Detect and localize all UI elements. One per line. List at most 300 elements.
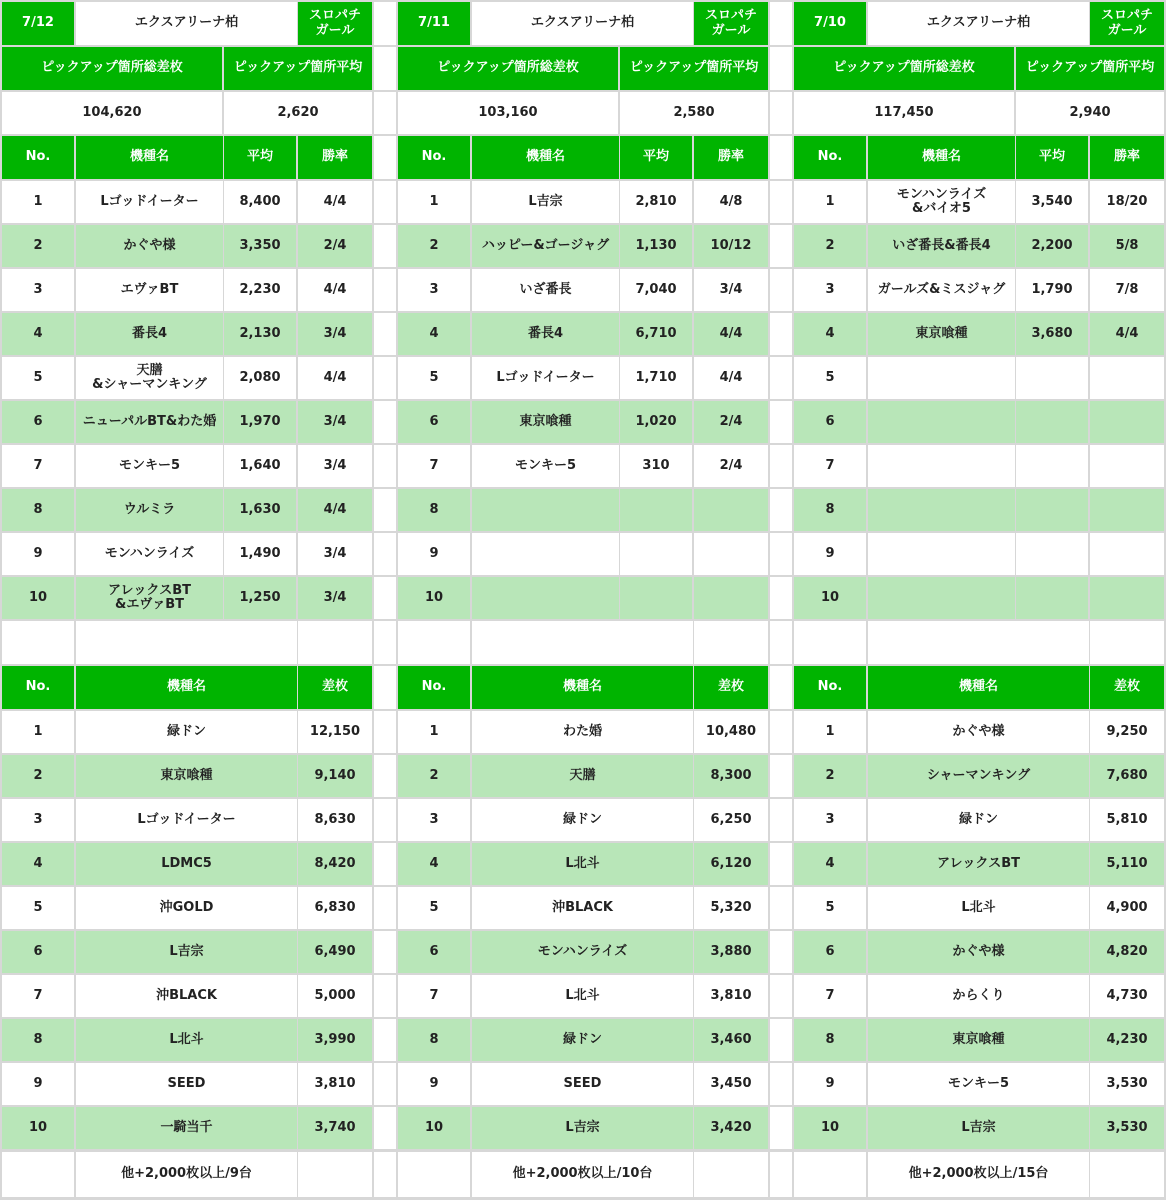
spacer-cell xyxy=(868,621,1089,664)
model-name: かぐや様 xyxy=(868,711,1089,753)
panel-gap-cell xyxy=(374,577,396,619)
panel-gap-cell xyxy=(374,47,396,90)
panel-gap-cell xyxy=(374,843,396,885)
win-rate-value xyxy=(1090,401,1164,443)
header-no: No. xyxy=(2,666,74,709)
average-value: 2,080 xyxy=(224,357,296,399)
panel-gap-cell xyxy=(770,181,792,223)
summary-total-header: ピックアップ箇所総差枚 xyxy=(398,47,618,90)
model-name: 天膳 xyxy=(472,755,693,797)
rank-number: 7 xyxy=(794,975,866,1017)
header-no: No. xyxy=(794,666,866,709)
average-value: 1,790 xyxy=(1016,269,1088,311)
footer-note: 他+2,000枚以上/9台 xyxy=(76,1152,297,1197)
panel-gap-cell xyxy=(770,887,792,929)
rank-number: 5 xyxy=(794,887,866,929)
rank-number: 10 xyxy=(794,1107,866,1149)
summary-average-header: ピックアップ箇所平均 xyxy=(224,47,372,90)
model-name: アレックスBT xyxy=(868,843,1089,885)
panel-gap-cell xyxy=(374,445,396,487)
rank-number: 8 xyxy=(2,1019,74,1061)
rank-number: 3 xyxy=(794,799,866,841)
header-model-name: 機種名 xyxy=(472,666,693,709)
model-name: 一騎当千 xyxy=(76,1107,297,1149)
store-name: エクスアリーナ柏 xyxy=(472,2,693,45)
rank-number: 5 xyxy=(398,887,470,929)
difference-value: 5,110 xyxy=(1090,843,1164,885)
rank-number: 2 xyxy=(398,755,470,797)
model-name: モンハンライズ xyxy=(76,533,223,575)
rank-number: 1 xyxy=(794,181,866,223)
model-name: ハッピー&ゴージャグ xyxy=(472,225,619,267)
average-value xyxy=(1016,577,1088,619)
average-value: 1,130 xyxy=(620,225,692,267)
win-rate-value: 4/8 xyxy=(694,181,768,223)
header-no: No. xyxy=(398,666,470,709)
panel-gap-cell xyxy=(770,975,792,1017)
model-name: 天膳 &シャーマンキング xyxy=(76,357,223,399)
average-value: 2,230 xyxy=(224,269,296,311)
panel-gap-cell xyxy=(374,1019,396,1061)
panel-gap-cell xyxy=(374,269,396,311)
win-rate-value xyxy=(1090,533,1164,575)
model-name: 緑ドン xyxy=(472,1019,693,1061)
panel-gap-cell xyxy=(374,1107,396,1149)
model-name: 緑ドン xyxy=(76,711,297,753)
panel-gap-cell xyxy=(374,136,396,179)
rank-number: 7 xyxy=(794,445,866,487)
win-rate-value xyxy=(694,533,768,575)
header-difference: 差枚 xyxy=(694,666,768,709)
rank-number: 8 xyxy=(398,489,470,531)
difference-value: 4,730 xyxy=(1090,975,1164,1017)
panel-gap-cell xyxy=(770,577,792,619)
summary-total-header: ピックアップ箇所総差枚 xyxy=(794,47,1014,90)
summary-total-header: ピックアップ箇所総差枚 xyxy=(2,47,222,90)
rank-number: 2 xyxy=(2,755,74,797)
rank-number: 1 xyxy=(794,711,866,753)
model-name: 沖GOLD xyxy=(76,887,297,929)
difference-value: 4,820 xyxy=(1090,931,1164,973)
model-name: モンハンライズ &バイオ5 xyxy=(868,181,1015,223)
rank-number: 10 xyxy=(2,577,74,619)
panel-gap-cell xyxy=(770,931,792,973)
model-name: L吉宗 xyxy=(472,181,619,223)
rank-number: 4 xyxy=(2,843,74,885)
summary-average-header: ピックアップ箇所平均 xyxy=(620,47,768,90)
model-name: かぐや様 xyxy=(868,931,1089,973)
spacer-cell xyxy=(1090,621,1164,664)
difference-value: 6,120 xyxy=(694,843,768,885)
panel-gap-cell xyxy=(374,799,396,841)
rank-number: 3 xyxy=(398,269,470,311)
difference-value: 6,250 xyxy=(694,799,768,841)
average-value: 3,680 xyxy=(1016,313,1088,355)
win-rate-value: 4/4 xyxy=(694,357,768,399)
panel-gap-cell xyxy=(770,666,792,709)
source-label: スロパチ ガール xyxy=(694,2,768,45)
model-name: ガールズ&ミスジャグ xyxy=(868,269,1015,311)
rank-number: 1 xyxy=(2,181,74,223)
average-value xyxy=(1016,401,1088,443)
footer-blank-cell xyxy=(794,1152,866,1197)
win-rate-value: 4/4 xyxy=(694,313,768,355)
model-name: 緑ドン xyxy=(472,799,693,841)
average-value xyxy=(1016,357,1088,399)
difference-value: 3,880 xyxy=(694,931,768,973)
panel-gap-cell xyxy=(770,136,792,179)
win-rate-value: 2/4 xyxy=(298,225,372,267)
rank-number: 6 xyxy=(398,401,470,443)
model-name: からくり xyxy=(868,975,1089,1017)
panel-gap-cell xyxy=(374,357,396,399)
spacer-cell xyxy=(298,621,372,664)
win-rate-value: 4/4 xyxy=(298,489,372,531)
panel-gap-cell xyxy=(770,225,792,267)
spacer-cell xyxy=(794,621,866,664)
header-win-rate: 勝率 xyxy=(694,136,768,179)
footer-note: 他+2,000枚以上/15台 xyxy=(868,1152,1089,1197)
model-name: SEED xyxy=(472,1063,693,1105)
rank-number: 9 xyxy=(794,1063,866,1105)
model-name: 東京喰種 xyxy=(472,401,619,443)
spacer-cell xyxy=(694,621,768,664)
date-label: 7/10 xyxy=(794,2,866,45)
model-name: LDMC5 xyxy=(76,843,297,885)
rank-number: 7 xyxy=(398,445,470,487)
rank-number: 3 xyxy=(398,799,470,841)
panel-gap-cell xyxy=(770,843,792,885)
model-name xyxy=(868,401,1015,443)
rank-number: 7 xyxy=(2,445,74,487)
header-model-name: 機種名 xyxy=(472,136,619,179)
spacer-cell xyxy=(472,621,693,664)
rank-number: 4 xyxy=(2,313,74,355)
rank-number: 9 xyxy=(2,533,74,575)
win-rate-value xyxy=(1090,445,1164,487)
model-name: モンキー5 xyxy=(868,1063,1089,1105)
average-value: 1,640 xyxy=(224,445,296,487)
difference-value: 6,490 xyxy=(298,931,372,973)
average-value: 8,400 xyxy=(224,181,296,223)
rank-number: 2 xyxy=(2,225,74,267)
difference-value: 8,630 xyxy=(298,799,372,841)
header-average: 平均 xyxy=(224,136,296,179)
rank-number: 1 xyxy=(398,711,470,753)
header-model-name: 機種名 xyxy=(868,666,1089,709)
footer-blank-cell xyxy=(298,1152,372,1197)
panel-gap-cell xyxy=(374,666,396,709)
rank-number: 5 xyxy=(794,357,866,399)
header-win-rate: 勝率 xyxy=(298,136,372,179)
rank-number: 8 xyxy=(794,489,866,531)
rank-number: 9 xyxy=(398,1063,470,1105)
average-value: 7,040 xyxy=(620,269,692,311)
model-name: ウルミラ xyxy=(76,489,223,531)
average-value: 1,710 xyxy=(620,357,692,399)
rank-number: 2 xyxy=(794,225,866,267)
rank-number: 3 xyxy=(794,269,866,311)
footer-blank-cell xyxy=(398,1152,470,1197)
difference-value: 3,530 xyxy=(1090,1107,1164,1149)
panel-gap-cell xyxy=(770,401,792,443)
win-rate-value: 3/4 xyxy=(298,313,372,355)
panel-gap-cell xyxy=(374,2,396,45)
model-name: かぐや様 xyxy=(76,225,223,267)
panel-gap-cell xyxy=(770,711,792,753)
panel-gap-cell xyxy=(770,2,792,45)
average-value xyxy=(1016,489,1088,531)
model-name: わた婚 xyxy=(472,711,693,753)
rank-number: 3 xyxy=(2,269,74,311)
model-name xyxy=(472,533,619,575)
model-name: いざ番長&番長4 xyxy=(868,225,1015,267)
average-value: 1,490 xyxy=(224,533,296,575)
rank-number: 7 xyxy=(398,975,470,1017)
rank-number: 10 xyxy=(794,577,866,619)
model-name: Lゴッドイーター xyxy=(76,799,297,841)
panel-gap-cell xyxy=(770,357,792,399)
header-win-rate: 勝率 xyxy=(1090,136,1164,179)
difference-value: 3,810 xyxy=(694,975,768,1017)
win-rate-value: 4/4 xyxy=(298,269,372,311)
win-rate-value xyxy=(1090,577,1164,619)
panel-gap-cell xyxy=(770,799,792,841)
panel-gap-cell xyxy=(770,621,792,664)
win-rate-value: 4/4 xyxy=(298,357,372,399)
rank-number: 5 xyxy=(2,357,74,399)
model-name: L吉宗 xyxy=(472,1107,693,1149)
model-name: いざ番長 xyxy=(472,269,619,311)
rank-number: 4 xyxy=(794,843,866,885)
rank-number: 6 xyxy=(794,931,866,973)
header-no: No. xyxy=(2,136,74,179)
panel-gap-cell xyxy=(770,92,792,134)
model-name: アレックスBT &エヴァBT xyxy=(76,577,223,619)
rank-number: 4 xyxy=(794,313,866,355)
average-value xyxy=(620,533,692,575)
footer-note: 他+2,000枚以上/10台 xyxy=(472,1152,693,1197)
rank-number: 10 xyxy=(398,1107,470,1149)
win-rate-value: 3/4 xyxy=(298,401,372,443)
panel-gap-cell xyxy=(770,313,792,355)
summary-average-header: ピックアップ箇所平均 xyxy=(1016,47,1164,90)
rank-number: 9 xyxy=(794,533,866,575)
difference-value: 8,300 xyxy=(694,755,768,797)
footer-blank-cell xyxy=(1090,1152,1164,1197)
win-rate-value: 4/4 xyxy=(1090,313,1164,355)
win-rate-value xyxy=(1090,357,1164,399)
summary-total-value: 103,160 xyxy=(398,92,618,134)
model-name xyxy=(868,533,1015,575)
panel-gap-cell xyxy=(770,445,792,487)
win-rate-value xyxy=(694,489,768,531)
average-value: 310 xyxy=(620,445,692,487)
average-value: 3,350 xyxy=(224,225,296,267)
rank-number: 5 xyxy=(2,887,74,929)
panel-gap-cell xyxy=(374,181,396,223)
model-name xyxy=(472,489,619,531)
model-name: Lゴッドイーター xyxy=(472,357,619,399)
model-name xyxy=(868,489,1015,531)
difference-value: 7,680 xyxy=(1090,755,1164,797)
average-value: 1,250 xyxy=(224,577,296,619)
model-name: L吉宗 xyxy=(868,1107,1089,1149)
win-rate-value: 2/4 xyxy=(694,401,768,443)
rank-number: 8 xyxy=(398,1019,470,1061)
model-name: モンキー5 xyxy=(76,445,223,487)
panel-gap-cell xyxy=(374,401,396,443)
footer-blank-cell xyxy=(694,1152,768,1197)
summary-average-value: 2,940 xyxy=(1016,92,1164,134)
win-rate-value: 4/4 xyxy=(298,181,372,223)
model-name: SEED xyxy=(76,1063,297,1105)
model-name: L吉宗 xyxy=(76,931,297,973)
model-name: 沖BLACK xyxy=(472,887,693,929)
header-model-name: 機種名 xyxy=(76,666,297,709)
panel-gap-cell xyxy=(374,1063,396,1105)
average-value: 3,540 xyxy=(1016,181,1088,223)
rank-number: 6 xyxy=(2,401,74,443)
source-label: スロパチ ガール xyxy=(298,2,372,45)
panel-gap-cell xyxy=(374,225,396,267)
panel-gap-cell xyxy=(770,755,792,797)
header-model-name: 機種名 xyxy=(76,136,223,179)
store-name: エクスアリーナ柏 xyxy=(76,2,297,45)
model-name: シャーマンキング xyxy=(868,755,1089,797)
difference-value: 9,250 xyxy=(1090,711,1164,753)
difference-value: 10,480 xyxy=(694,711,768,753)
model-name: エヴァBT xyxy=(76,269,223,311)
difference-value: 5,810 xyxy=(1090,799,1164,841)
rank-number: 8 xyxy=(794,1019,866,1061)
difference-value: 12,150 xyxy=(298,711,372,753)
difference-value: 4,900 xyxy=(1090,887,1164,929)
rank-number: 9 xyxy=(2,1063,74,1105)
panel-gap-cell xyxy=(374,489,396,531)
difference-value: 3,530 xyxy=(1090,1063,1164,1105)
difference-value: 3,460 xyxy=(694,1019,768,1061)
rank-number: 4 xyxy=(398,313,470,355)
average-value: 2,810 xyxy=(620,181,692,223)
panel-gap-cell xyxy=(374,1152,396,1197)
rank-number: 10 xyxy=(398,577,470,619)
win-rate-value: 3/4 xyxy=(298,445,372,487)
panel-gap-cell xyxy=(770,1152,792,1197)
panel-gap-cell xyxy=(374,711,396,753)
average-value: 1,020 xyxy=(620,401,692,443)
panel-gap-cell xyxy=(770,1019,792,1061)
summary-total-value: 117,450 xyxy=(794,92,1014,134)
model-name: モンハンライズ xyxy=(472,931,693,973)
model-name: ニューパルBT&わた婚 xyxy=(76,401,223,443)
panel-gap-cell xyxy=(770,269,792,311)
panel-gap-cell xyxy=(374,313,396,355)
difference-value: 9,140 xyxy=(298,755,372,797)
rank-number: 2 xyxy=(794,755,866,797)
win-rate-value: 7/8 xyxy=(1090,269,1164,311)
rank-number: 9 xyxy=(398,533,470,575)
summary-total-value: 104,620 xyxy=(2,92,222,134)
model-name: L北斗 xyxy=(868,887,1089,929)
header-difference: 差枚 xyxy=(1090,666,1164,709)
average-value: 1,630 xyxy=(224,489,296,531)
model-name: 緑ドン xyxy=(868,799,1089,841)
panel-gap-cell xyxy=(770,533,792,575)
panel-gap-cell xyxy=(374,887,396,929)
average-value: 1,970 xyxy=(224,401,296,443)
difference-value: 5,320 xyxy=(694,887,768,929)
rank-number: 6 xyxy=(2,931,74,973)
model-name: 東京喰種 xyxy=(868,313,1015,355)
model-name: モンキー5 xyxy=(472,445,619,487)
model-name xyxy=(868,577,1015,619)
panel-gap-cell xyxy=(374,92,396,134)
model-name: L北斗 xyxy=(472,975,693,1017)
header-average: 平均 xyxy=(1016,136,1088,179)
rank-number: 1 xyxy=(2,711,74,753)
win-rate-value: 18/20 xyxy=(1090,181,1164,223)
date-label: 7/12 xyxy=(2,2,74,45)
date-label: 7/11 xyxy=(398,2,470,45)
difference-value: 5,000 xyxy=(298,975,372,1017)
model-name xyxy=(472,577,619,619)
average-value xyxy=(620,577,692,619)
rank-number: 8 xyxy=(2,489,74,531)
difference-value: 8,420 xyxy=(298,843,372,885)
spacer-cell xyxy=(2,621,74,664)
rank-number: 1 xyxy=(398,181,470,223)
model-name: L北斗 xyxy=(472,843,693,885)
difference-value: 6,830 xyxy=(298,887,372,929)
rank-number: 3 xyxy=(2,799,74,841)
difference-value: 3,740 xyxy=(298,1107,372,1149)
difference-value: 3,420 xyxy=(694,1107,768,1149)
win-rate-value: 3/4 xyxy=(694,269,768,311)
rank-number: 4 xyxy=(398,843,470,885)
spacer-cell xyxy=(76,621,297,664)
store-name: エクスアリーナ柏 xyxy=(868,2,1089,45)
panel-gap-cell xyxy=(770,1063,792,1105)
difference-value: 4,230 xyxy=(1090,1019,1164,1061)
model-name xyxy=(868,445,1015,487)
panel-gap-cell xyxy=(770,1107,792,1149)
spacer-cell xyxy=(398,621,470,664)
average-value: 6,710 xyxy=(620,313,692,355)
panel-gap-cell xyxy=(374,621,396,664)
model-name: Lゴッドイーター xyxy=(76,181,223,223)
average-value xyxy=(620,489,692,531)
rank-number: 7 xyxy=(2,975,74,1017)
difference-value: 3,990 xyxy=(298,1019,372,1061)
header-no: No. xyxy=(398,136,470,179)
difference-value: 3,810 xyxy=(298,1063,372,1105)
source-label: スロパチ ガール xyxy=(1090,2,1164,45)
summary-average-value: 2,620 xyxy=(224,92,372,134)
rank-number: 2 xyxy=(398,225,470,267)
header-no: No. xyxy=(794,136,866,179)
average-value xyxy=(1016,445,1088,487)
average-value: 2,130 xyxy=(224,313,296,355)
win-rate-value: 3/4 xyxy=(298,577,372,619)
panel-gap-cell xyxy=(374,931,396,973)
model-name: 番長4 xyxy=(76,313,223,355)
panel-gap-cell xyxy=(374,755,396,797)
win-rate-value: 3/4 xyxy=(298,533,372,575)
average-value xyxy=(1016,533,1088,575)
panel-gap-cell xyxy=(374,533,396,575)
model-name: 番長4 xyxy=(472,313,619,355)
